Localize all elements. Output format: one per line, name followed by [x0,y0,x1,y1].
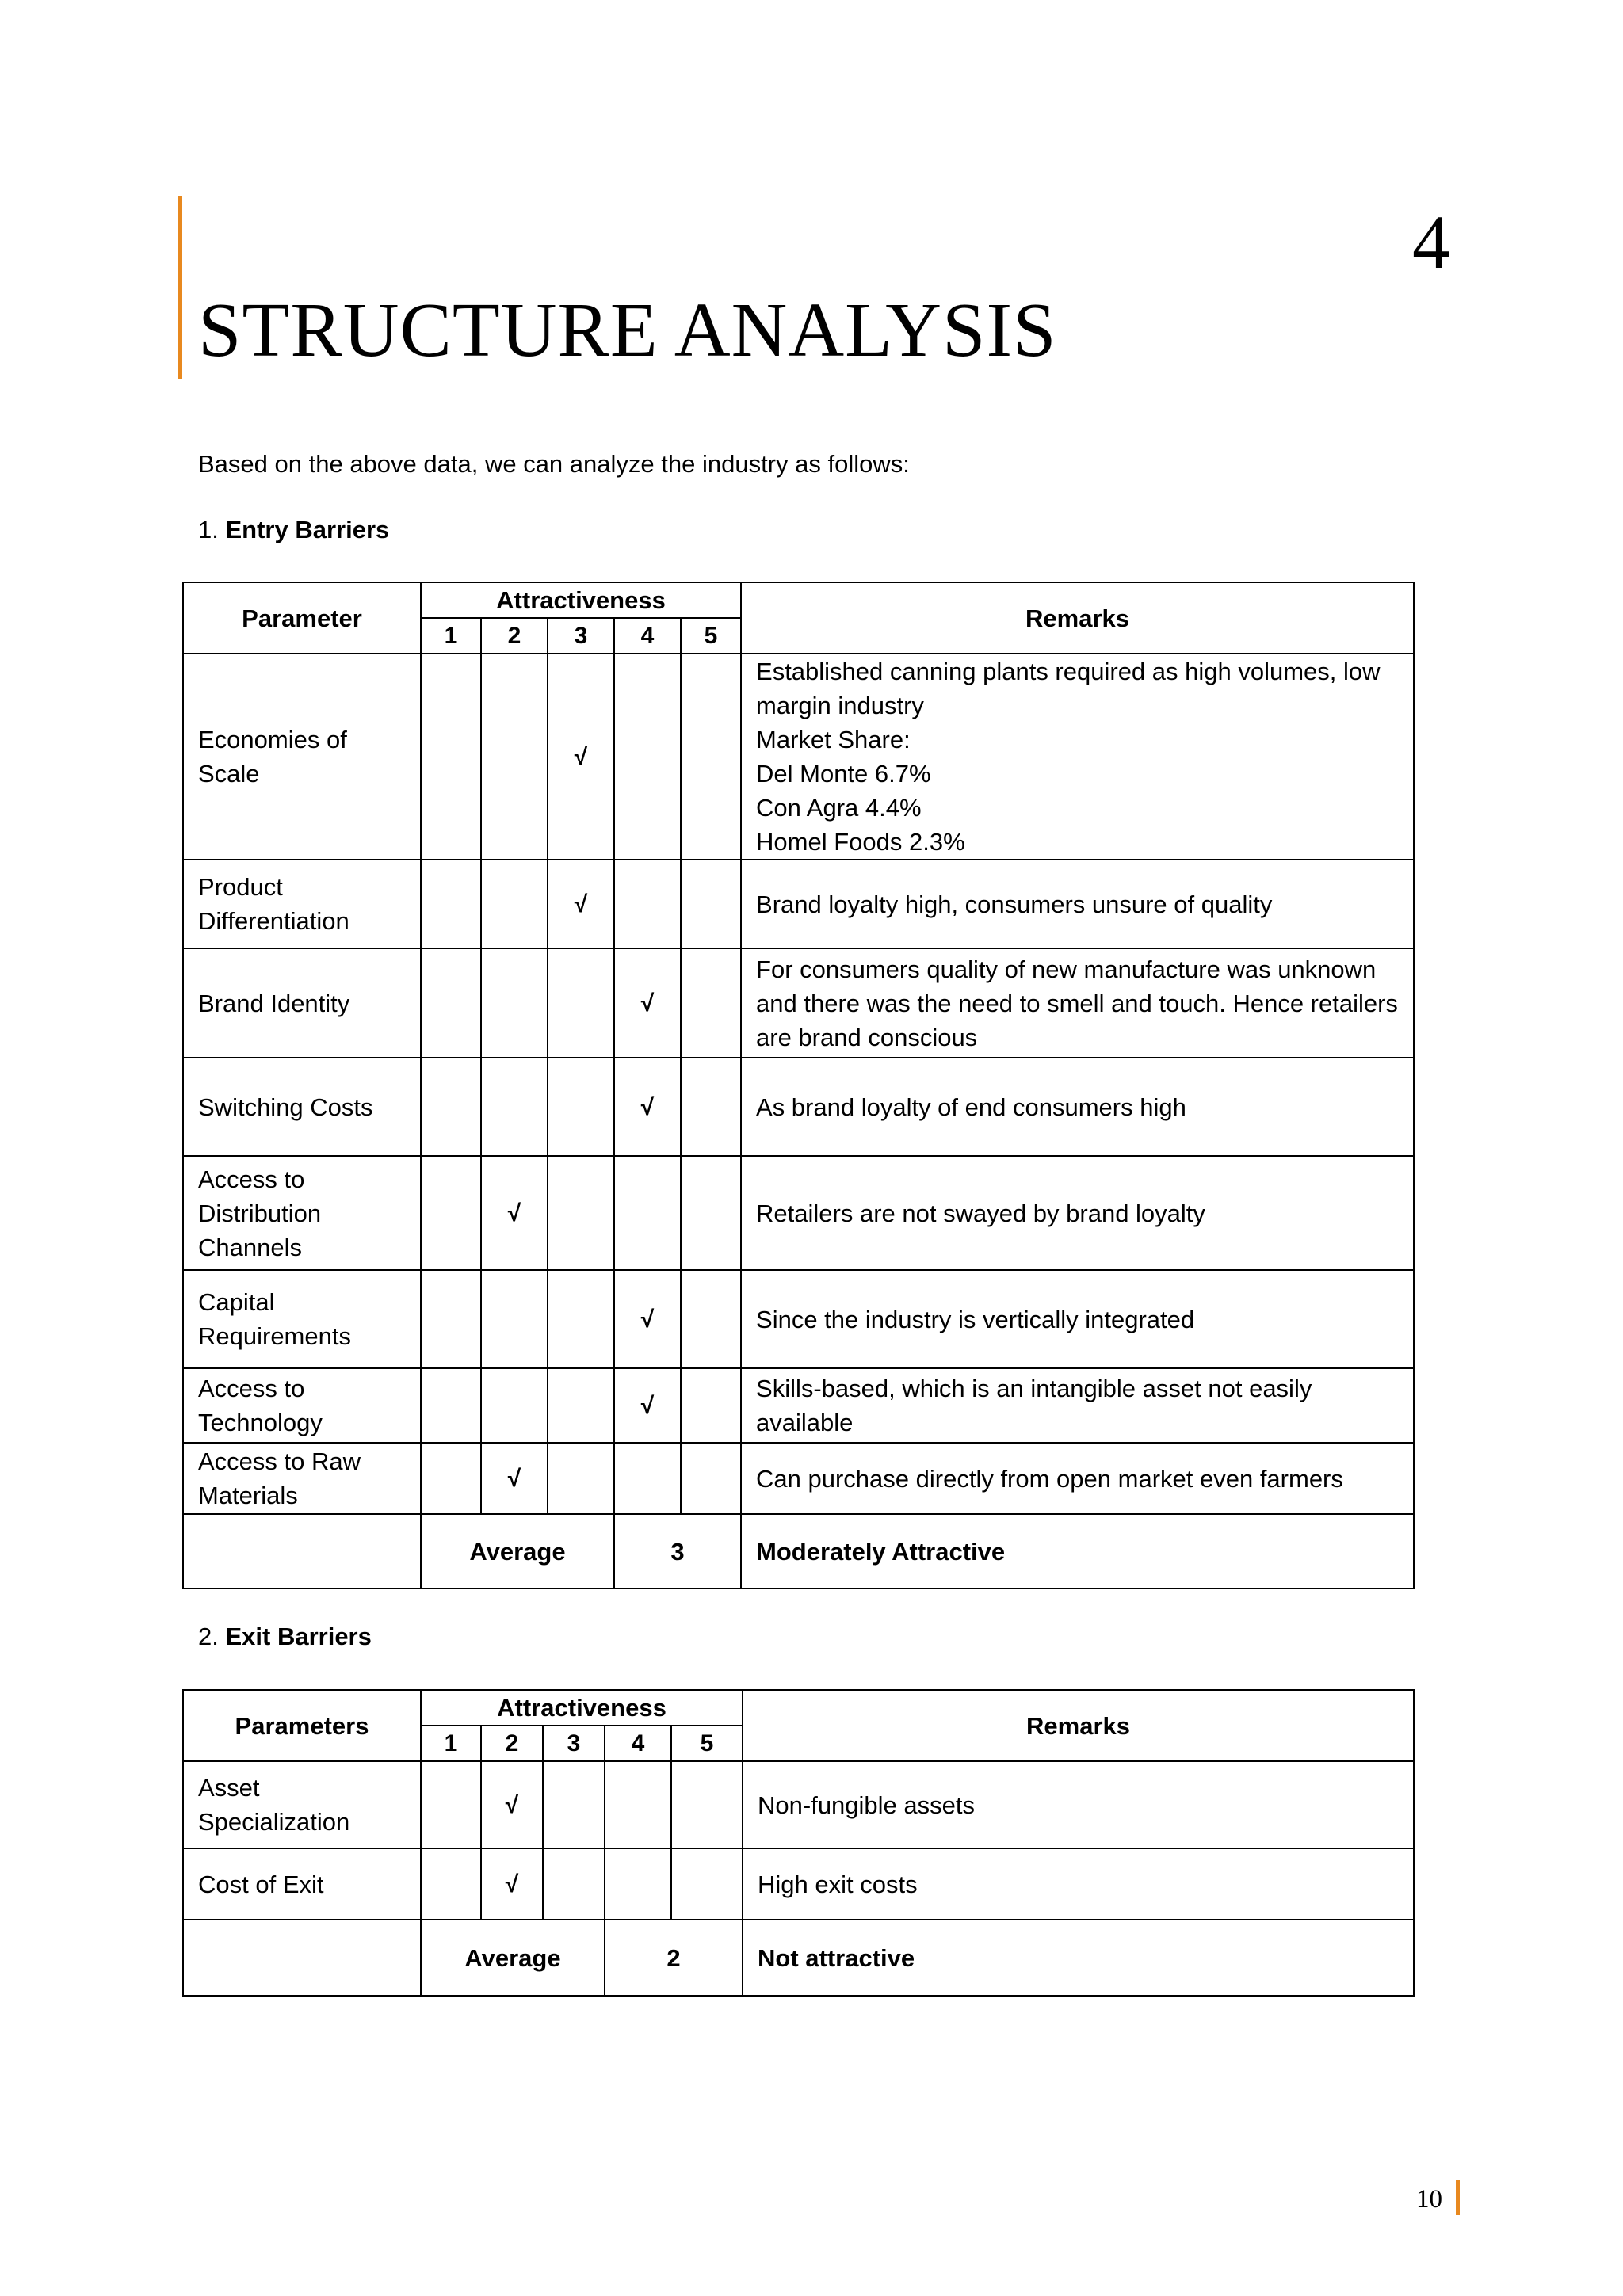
score-cell-2 [481,1156,548,1270]
score-cell-4 [614,1058,681,1156]
check-mark-icon: √ [507,1465,521,1492]
parameter-cell: Access to Technology [183,1368,421,1443]
check-mark-icon: √ [507,1199,521,1226]
check-mark-icon: √ [505,1791,519,1818]
score-cell-4 [614,1270,681,1368]
table-row [183,1443,1414,1514]
score-cell-4 [605,1761,671,1848]
table-row [183,1368,1414,1443]
score-cell-1 [421,1443,481,1514]
scale-header-3: 3 [543,1726,605,1761]
remark-line: Can purchase directly from open market even farmers [756,1464,1343,1493]
table-row [183,948,1414,1058]
score-cell-1 [421,1270,481,1368]
average-label: Average [421,1920,605,1996]
scale-header-5: 5 [671,1726,743,1761]
parameter-header: Parameter [183,582,421,654]
remark-line: For consumers quality of new manufacture was unknown and there was the need to smell and touch. Hence retailers are brand conscious [756,955,1398,1051]
check-mark-icon: √ [640,1392,655,1419]
check-mark-icon: √ [640,1093,655,1120]
remark-line: Con Agra 4.4% [756,794,922,822]
score-cell-1 [421,948,481,1058]
score-cell-5 [681,1368,741,1443]
remark-line: High exit costs [758,1870,918,1898]
parameter-cell: Access to Raw Materials [183,1443,421,1514]
score-cell-4 [614,1368,681,1443]
table-row [183,1156,1414,1270]
score-cell-1 [421,860,481,948]
table-row [183,1761,1414,1848]
scale-header-2: 2 [481,618,548,654]
score-cell-3 [548,948,614,1058]
remark-line: Established canning plants required as high volumes, low margin industry [756,658,1381,719]
score-cell-5 [681,1270,741,1368]
score-cell-3 [548,1058,614,1156]
score-cell-5 [671,1848,743,1920]
average-empty-cell [183,1920,421,1996]
page-number: 10 [1416,2185,1442,2214]
score-cell-1 [421,1156,481,1270]
parameter-cell: Asset Specialization [183,1761,421,1848]
average-value: 3 [614,1514,741,1589]
check-mark-icon: √ [640,990,655,1016]
remark-line: Brand loyalty high, consumers unsure of quality [756,890,1273,918]
score-cell-4 [614,1156,681,1270]
remark-line: Retailers are not swayed by brand loyalty [756,1199,1205,1227]
parameter-cell: Access to Distribution Channels [183,1156,421,1270]
score-cell-3 [548,1156,614,1270]
parameter-cell: Brand Identity [183,948,421,1058]
remarks-cell [741,1058,1414,1156]
page-number-accent-bar [1456,2180,1460,2215]
score-cell-3 [548,1443,614,1514]
remarks-cell [741,1368,1414,1443]
score-cell-4 [614,860,681,948]
score-cell-2 [481,1368,548,1443]
table-row [183,1270,1414,1368]
score-cell-2 [481,1270,548,1368]
remark-line: Del Monte 6.7% [756,760,931,788]
check-mark-icon: √ [640,1306,655,1333]
check-mark-icon: √ [505,1871,519,1897]
score-cell-4 [614,948,681,1058]
table-row [183,654,1414,860]
score-cell-3 [548,654,614,860]
average-value: 2 [605,1920,743,1996]
scale-header-1: 1 [421,1726,481,1761]
score-cell-2 [481,860,548,948]
score-cell-5 [681,948,741,1058]
remarks-header: Remarks [741,582,1414,654]
score-cell-2 [481,654,548,860]
remarks-cell [741,1156,1414,1270]
exit-barriers-title: Exit Barriers [225,1623,372,1650]
score-cell-5 [681,654,741,860]
scale-header-4: 4 [605,1726,671,1761]
remark-line: Since the industry is vertically integrated [756,1305,1195,1333]
score-cell-3 [548,860,614,948]
remark-line: Homel Foods 2.3% [756,828,965,856]
remarks-cell [741,654,1414,860]
exit-barriers-number: 2. [198,1623,219,1650]
scale-header-4: 4 [614,618,681,654]
score-cell-5 [681,1156,741,1270]
parameter-cell: Capital Requirements [183,1270,421,1368]
parameter-cell: Product Differentiation [183,860,421,948]
score-cell-1 [421,1761,481,1848]
check-mark-icon: √ [574,743,588,770]
score-cell-1 [421,1368,481,1443]
remarks-header: Remarks [743,1690,1414,1761]
score-cell-4 [614,1443,681,1514]
exit-barriers-table [182,1689,1415,1997]
parameter-header: Parameters [183,1690,421,1761]
average-label: Average [421,1514,614,1589]
table-row [183,860,1414,948]
scale-header-2: 2 [481,1726,543,1761]
average-empty-cell [183,1514,421,1589]
score-cell-1 [421,654,481,860]
chapter-accent-bar [178,196,182,379]
attractiveness-header: Attractiveness [421,1690,743,1726]
scale-header-5: 5 [681,618,741,654]
average-row [183,1920,1414,1996]
parameter-cell: Switching Costs [183,1058,421,1156]
remarks-cell [743,1761,1414,1848]
remark-line: Non-fungible assets [758,1791,976,1819]
score-cell-3 [548,1270,614,1368]
parameter-cell: Economies of Scale [183,654,421,860]
score-cell-2 [481,948,548,1058]
score-cell-4 [605,1848,671,1920]
score-cell-2 [481,1761,543,1848]
remarks-cell [741,948,1414,1058]
entry-barriers-heading [198,514,389,546]
entry-barriers-number: 1. [198,516,219,543]
remarks-cell [741,860,1414,948]
score-cell-2 [481,1848,543,1920]
remarks-cell [743,1848,1414,1920]
average-verdict: Moderately Attractive [741,1514,1414,1589]
score-cell-3 [543,1761,605,1848]
chapter-number: 4 [1412,200,1450,284]
table-row [183,1058,1414,1156]
score-cell-2 [481,1443,548,1514]
average-row [183,1514,1414,1589]
remark-line: Market Share: [756,726,911,753]
entry-barriers-title: Entry Barriers [225,516,390,543]
score-cell-5 [671,1761,743,1848]
scale-header-1: 1 [421,618,481,654]
score-cell-1 [421,1058,481,1156]
score-cell-4 [614,654,681,860]
table-row [183,1848,1414,1920]
score-cell-2 [481,1058,548,1156]
check-mark-icon: √ [574,891,588,917]
remarks-cell [741,1443,1414,1514]
score-cell-5 [681,1058,741,1156]
remarks-cell [741,1270,1414,1368]
scale-header-3: 3 [548,618,614,654]
remark-line: As brand loyalty of end consumers high [756,1093,1186,1121]
exit-barriers-heading [198,1621,372,1653]
intro-paragraph: Based on the above data, we can analyze the industry as follows: [198,450,910,478]
attractiveness-header: Attractiveness [421,582,741,618]
chapter-title: STRUCTURE ANALYSIS [198,288,1057,373]
average-verdict: Not attractive [743,1920,1414,1996]
entry-barriers-table [182,582,1415,1589]
score-cell-5 [681,860,741,948]
score-cell-3 [543,1848,605,1920]
score-cell-5 [681,1443,741,1514]
score-cell-3 [548,1368,614,1443]
score-cell-1 [421,1848,481,1920]
remark-line: Skills-based, which is an intangible asset not easily available [756,1375,1312,1436]
parameter-cell: Cost of Exit [183,1848,421,1920]
